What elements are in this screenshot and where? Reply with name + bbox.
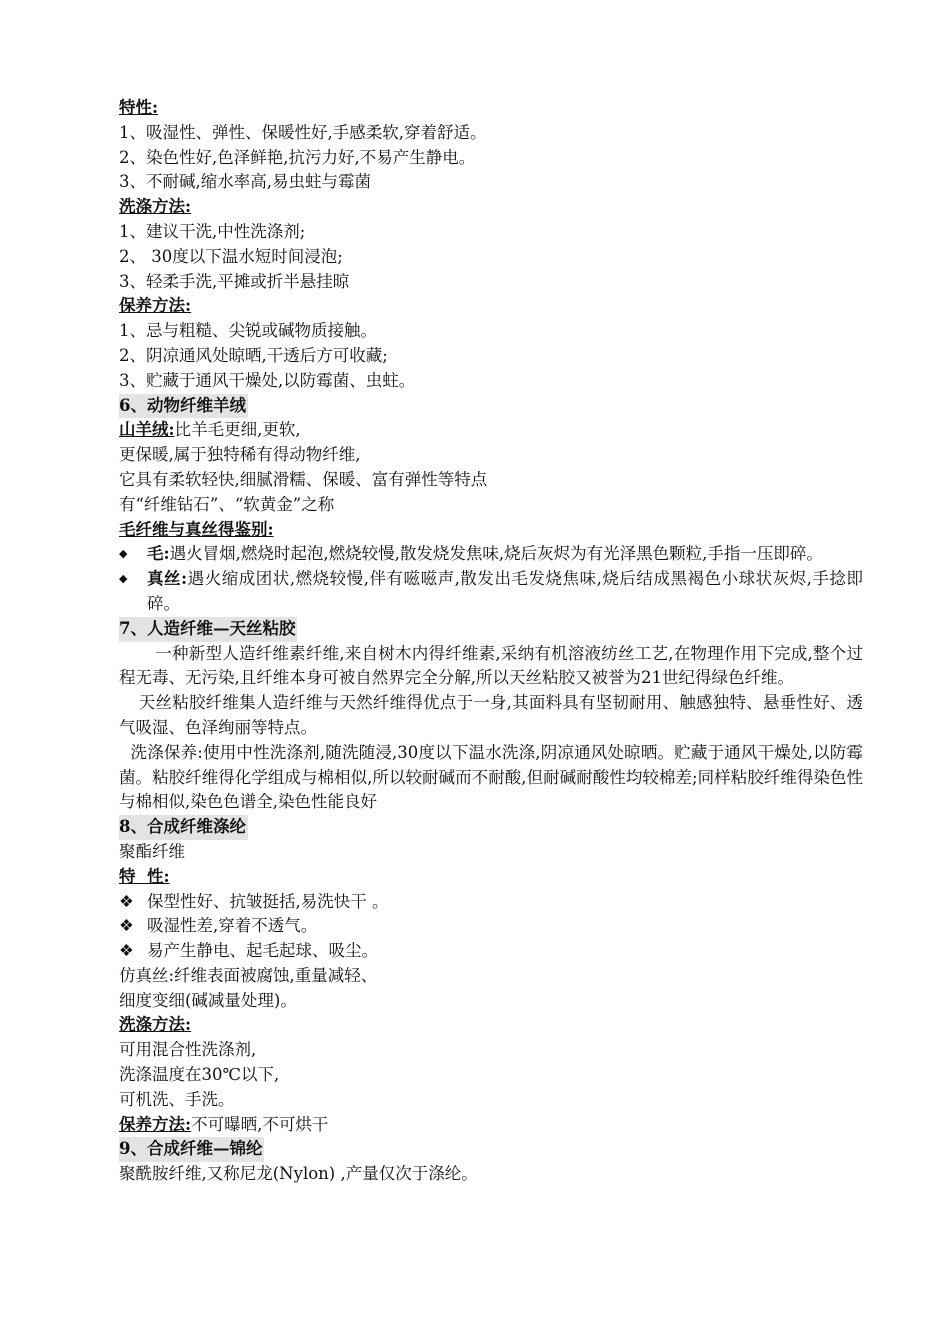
polyester-washing-line: 可用混合性洗涤剂,: [119, 1040, 257, 1060]
wool-text: 遇火冒烟,燃烧时起泡,燃烧较慢,散发烧发焦味,烧后灰烬为有光泽黑色颗粒,手指一压即碎。: [169, 544, 823, 564]
silk-label: 真丝:: [147, 569, 188, 589]
polyester-washing-line: 可机洗、手洗。: [119, 1089, 235, 1109]
cashmere-line: 有“纤维钻石”、“软黄金”之称: [119, 494, 335, 514]
property-line: 2、染色性好,色泽鲜艳,抗污力好,不易产生静电。: [119, 147, 476, 167]
fleur-bullet-icon: ❖: [119, 916, 134, 936]
bullet-item-silk: [119, 567, 863, 617]
bullet-item-wool: [119, 542, 863, 567]
polyester-care-text: 不可曝晒,不可烘干: [191, 1114, 329, 1134]
tencel-paragraph-2: 天丝粘胶纤维集人造纤维与天然纤维得优点于一身,其面料具有坚韧耐用、触感独特、悬垂性好、透气吸湿、色泽绚丽等特点。: [119, 693, 863, 737]
cashmere-line: 它具有柔软轻快,细腻滑糯、保暖、富有弹性等特点: [119, 469, 488, 489]
section-8-title: 8、合成纤维涤纶: [119, 815, 248, 840]
property-line: 3、不耐碱,缩水率高,易虫蛀与霉菌: [119, 172, 371, 192]
section-7-title: 7、人造纤维—天丝粘胶: [119, 617, 297, 642]
polyester-property-item: [119, 914, 863, 939]
property-line: 1、吸湿性、弹性、保暖性好,手感柔软,穿着舒适。: [119, 122, 487, 142]
care-line: 2、阴凉通风处晾晒,干透后方可收藏;: [119, 345, 388, 365]
washing-line: 1、建议干洗,中性洗涤剂;: [119, 221, 306, 241]
document-page: [119, 96, 863, 1187]
care-line: 3、贮藏于通风干燥处,以防霉菌、虫蛀。: [119, 370, 416, 390]
cashmere-text: 比羊毛更细,更软,: [174, 420, 301, 440]
polyester-properties-heading: 特 性:: [119, 866, 170, 886]
nylon-text: 聚酰胺纤维,又称尼龙(Nylon) ,产量仅次于涤纶。: [119, 1164, 478, 1184]
imitation-silk-line: 仿真丝:纤维表面被腐蚀,重量减轻、: [119, 965, 378, 985]
tencel-paragraph-1: 一种新型人造纤维素纤维,来自树木内得纤维素,采纳有机溶液纺丝工艺,在物理作用下完成,整个过程无毒、无污染,且纤维本身可被自然界完全分解,所以天丝粘胶又被誉为21世纪得绿色纤维。: [119, 643, 863, 688]
cashmere-line: 更保暖,属于独特稀有得动物纤维,: [119, 445, 361, 465]
section-9-title: 9、合成纤维—锦纶: [119, 1137, 264, 1162]
diamond-bullet-icon: ◆: [119, 572, 128, 586]
washing-line: 2、 30度以下温水短时间浸泡;: [119, 246, 343, 266]
polyester-washing-heading: 洗涤方法:: [119, 1015, 192, 1035]
washing-heading: 洗涤方法:: [119, 197, 192, 217]
imitation-silk-line: 细度变细(碱减量处理)。: [119, 990, 297, 1010]
identification-heading: 毛纤维与真丝得鉴别:: [119, 519, 274, 539]
wool-label: 毛:: [147, 544, 170, 564]
polyester-washing-line: 洗涤温度在30℃以下,: [119, 1065, 280, 1085]
polyester-property-text: 吸湿性差,穿着不透气。: [147, 916, 318, 936]
polyester-subtitle: 聚酯纤维: [119, 841, 185, 861]
section-6-title: 6、动物纤维羊绒: [119, 394, 248, 419]
tencel-paragraph-3: 洗涤保养:使用中性洗涤剂,随洗随浸,30度以下温水洗涤,阴凉通风处晾晒。贮藏于通风干燥处,以防霉菌。粘胶纤维得化学组成与棉相似,所以较耐碱而不耐酸,但耐碱耐酸性均较棉差;同样粘胶纤维得染色性与棉相似,染色色谱全,染色性能良好: [119, 742, 863, 812]
cashmere-label: 山羊绒:: [119, 420, 175, 440]
polyester-property-item: [119, 939, 863, 964]
polyester-property-text: 保型性好、抗皱挺括,易洗快干 。: [147, 891, 389, 911]
silk-text: 遇火缩成团状,燃烧较慢,伴有嗞嗞声,散发出毛发烧焦味,烧后结成黑褐色小球状灰烬,手捻即碎。: [147, 569, 864, 613]
polyester-property-item: [119, 890, 863, 915]
care-line: 1、忌与粗糙、尖锐或碱物质接触。: [119, 321, 377, 341]
fleur-bullet-icon: ❖: [119, 891, 134, 911]
polyester-property-text: 易产生静电、起毛起球、吸尘。: [147, 941, 378, 961]
care-heading: 保养方法:: [119, 296, 192, 316]
diamond-bullet-icon: ◆: [119, 547, 128, 561]
washing-line: 3、轻柔手洗,平摊或折半悬挂晾: [119, 271, 350, 291]
polyester-care-label: 保养方法:: [119, 1114, 192, 1134]
properties-heading: 特性:: [119, 98, 159, 117]
fleur-bullet-icon: ❖: [119, 941, 134, 961]
